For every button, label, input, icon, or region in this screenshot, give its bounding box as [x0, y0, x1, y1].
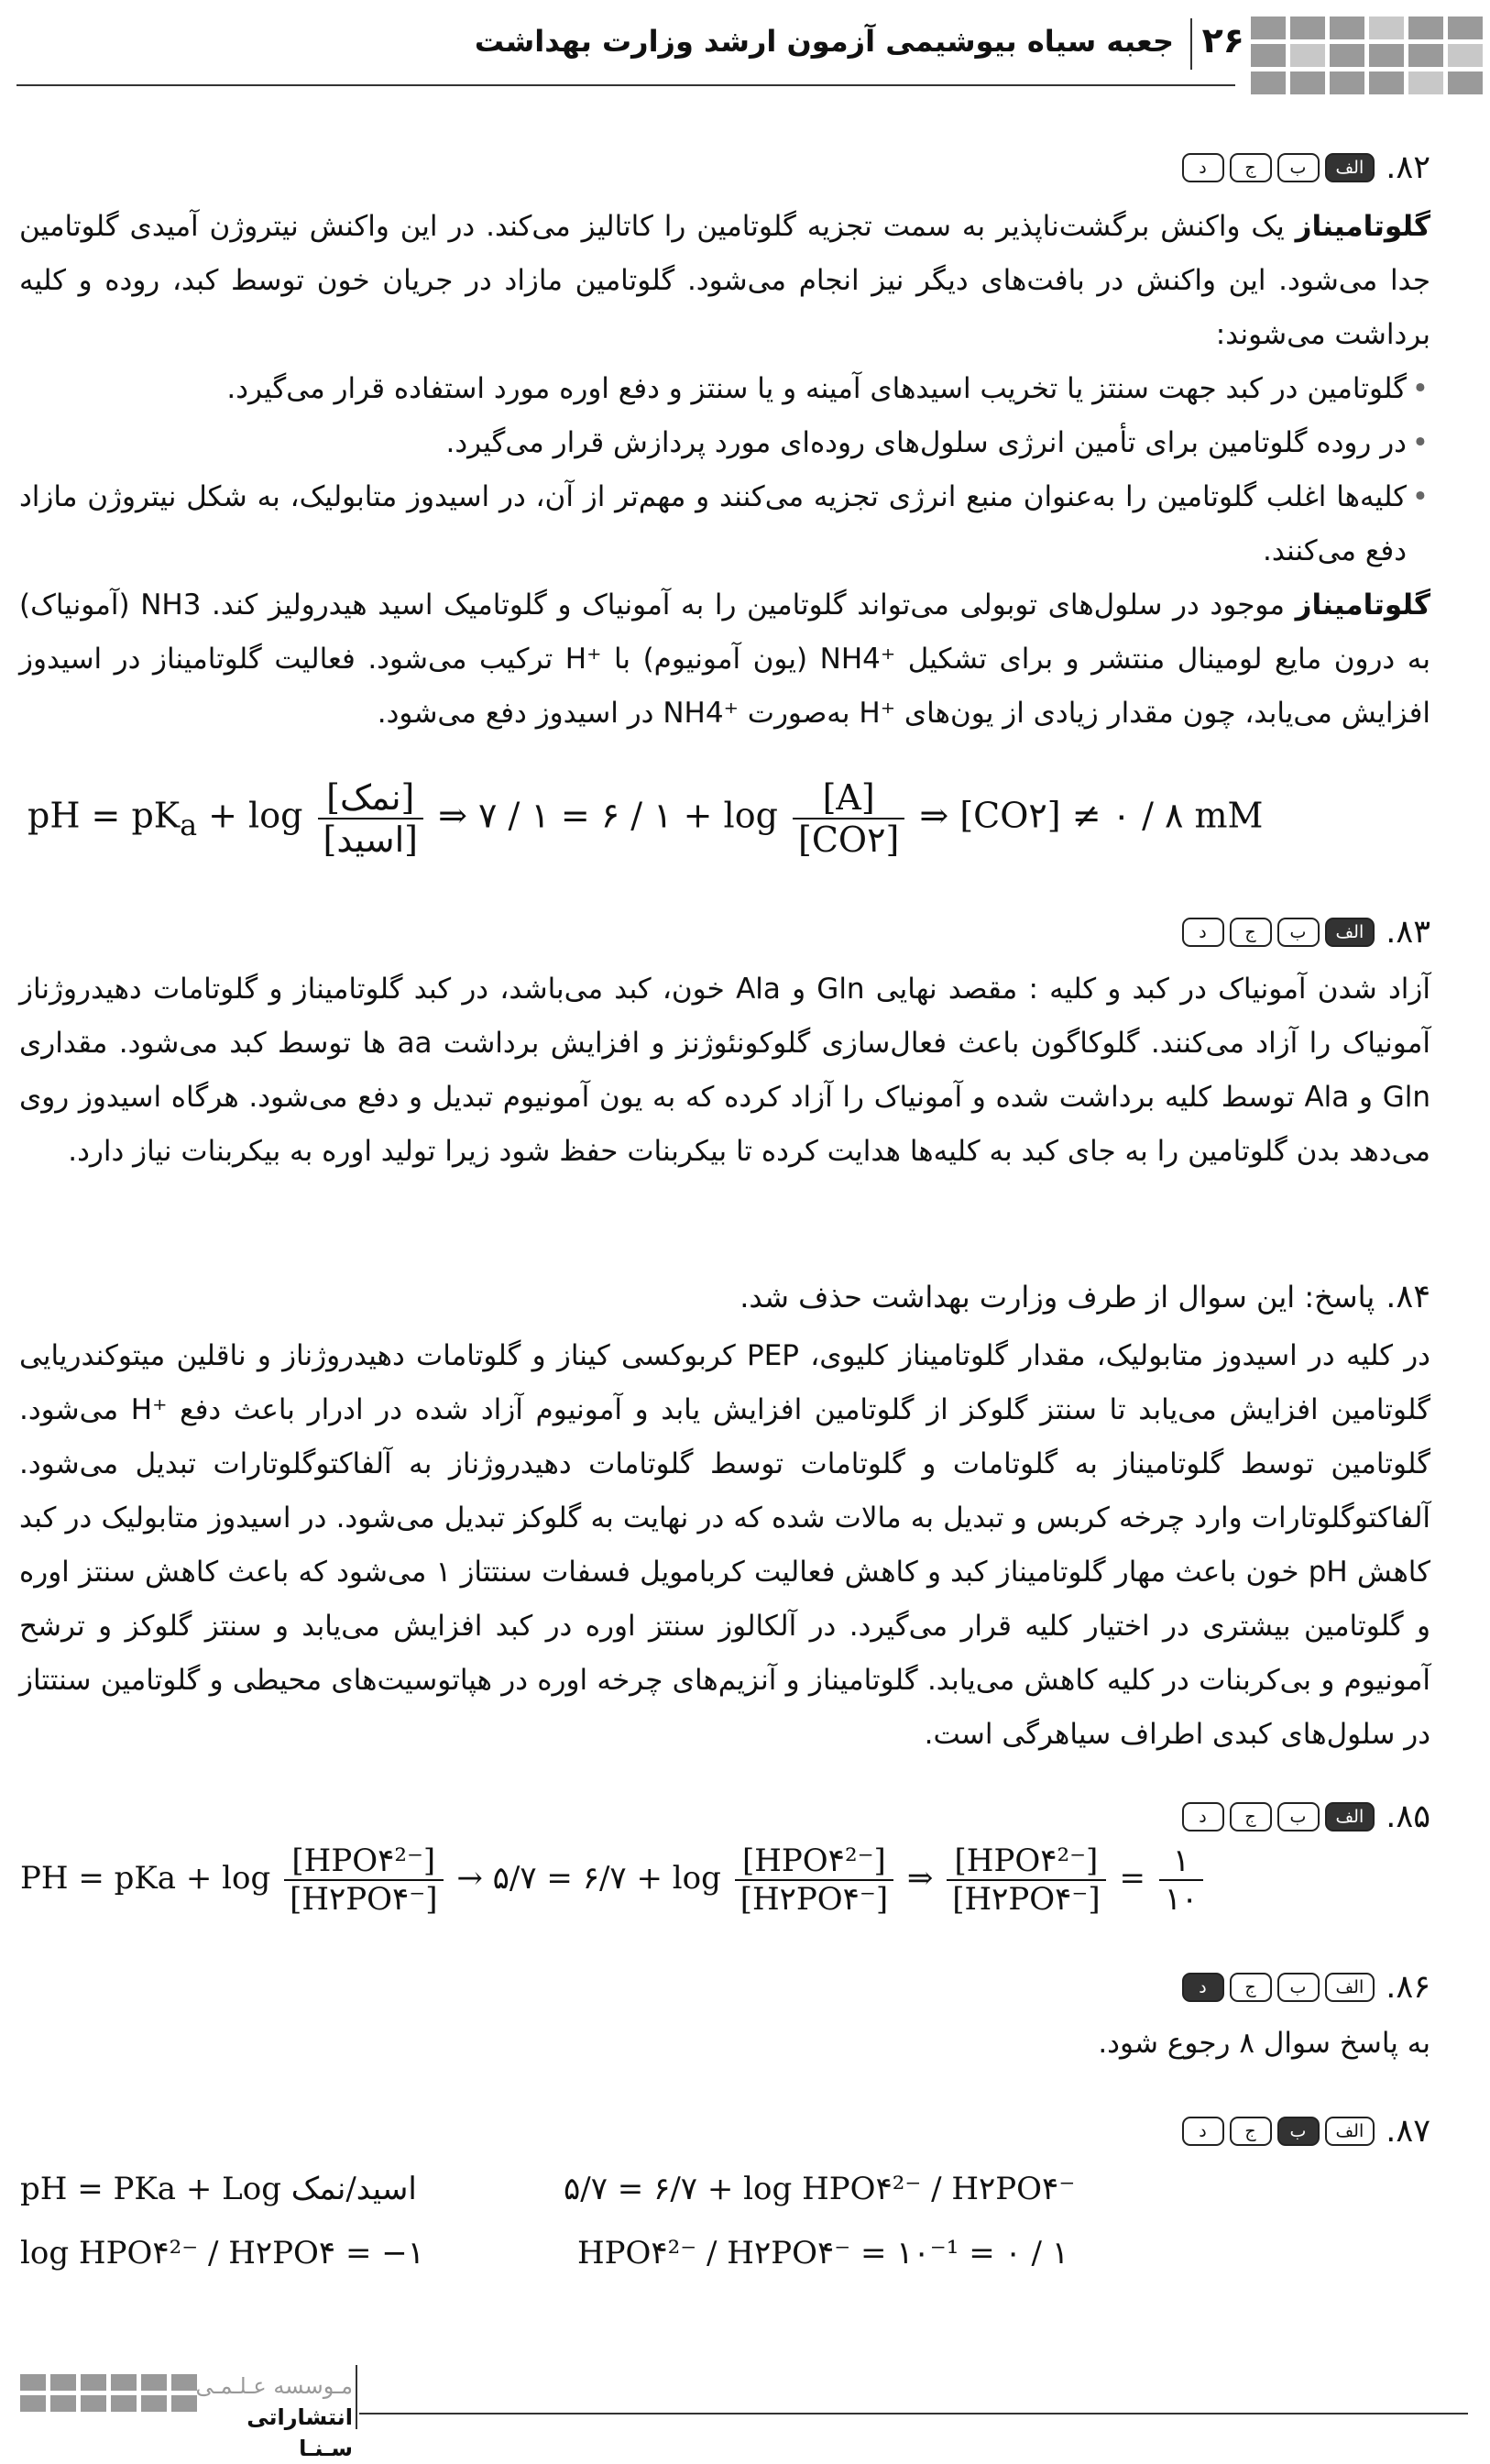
option-be: ب [1277, 153, 1320, 182]
option-jim: ج [1230, 918, 1272, 947]
answer-options [1182, 153, 1375, 182]
option-alef: الف [1325, 918, 1375, 947]
question-83-header [1182, 914, 1431, 951]
question-86-header [1182, 1969, 1431, 2006]
answer-84-body: در کلیه در اسیدوز متابولیک، مقدار گلوتامیناز کلیوی، PEP کربوکسی کیناز و گلوتامات دهیدروژناز و ناقلین میتوکندریایی گلوتامین افزایش می‌یابد تا سنتز گلوکز از گلوتامین افزایش یابد و آمونیوم آزاد شده در ادرار باعث دفع ⁺H می‌شود. گلوتامین توسط گلوتامیناز به گلوتامات و گلوتامات توسط گلوتامات دهیدروژناز به آلفاکتوگلوتارات تبدیل می‌شود. آلفاکتوگلوتارات وارد چرخه کربس و تبدیل به مالات شده که در نهایت به گلوکز تبدیل می‌شود. در اسیدوز متابولیک در کبد کاهش pH خون باعث مهار گلوتامیناز کبد و کاهش فعالیت کربامویل فسفات سنتتاز ۱ می‌شود که باعث کاهش سنتز اوره و گلوتامین بیشتری در اختیار کلیه قرار می‌گیرد. در آلکالوز سنتز اوره در کبد افزایش می‌یابد و سنتز گلوکز و ترشح آمونیوم و بی‌کربنات در کلیه کاهش می‌یابد. گلوتامیناز و آنزیم‌های چرخه اوره در هپاتوسیت‌های محیطی و گلوتامین سنتتاز در سلول‌های کبدی اطراف سیاهرگی است. [19, 1339, 1430, 1751]
option-jim: ج [1230, 2117, 1272, 2146]
list-item: • گلوتامین در کبد جهت سنتز یا تخریب اسیدهای آمینه و یا سنتز و دفع اوره مورد استفاده قرار می‌گیرد. [19, 362, 1430, 416]
option-be: ب [1277, 1973, 1320, 2002]
question-87-header [1182, 2113, 1431, 2150]
answer-options [1182, 1802, 1375, 1832]
paragraph: گلوتامیناز موجود در سلول‌های توبولی می‌تواند گلوتامین را به آمونیاک و گلوتامیک اسید هیدرولیز کند. NH3 (آمونیاک) به درون مایع لومینال منتشر و برای تشکیل ⁺NH4 (یون آمونیوم) با ⁺H ترکیب می‌شود. فعالیت گلوتامیناز در اسیدوز افزایش می‌یابد، چون مقدار زیادی از یون‌های ⁺H به‌صورت ⁺NH4 در اسیدوز دفع می‌شود. [19, 588, 1431, 730]
question-84-header [740, 1279, 1430, 1315]
question-number: ۸۴. [1386, 1279, 1430, 1315]
footer-divider [356, 2365, 357, 2429]
question-85-header [1182, 1798, 1431, 1835]
question-number: ۸۶. [1386, 1969, 1430, 2006]
option-be: ب [1277, 2117, 1320, 2146]
option-jim: ج [1230, 1802, 1272, 1832]
question-number: ۸۳. [1386, 914, 1430, 951]
option-dal: د [1182, 918, 1224, 947]
option-jim: ج [1230, 1973, 1272, 2002]
option-dal: د [1182, 2117, 1224, 2146]
page-number: ۲۶ [1201, 20, 1244, 60]
header-rule [16, 84, 1235, 86]
equation-87-left-1: pH = PKa + Log اسید/نمک [20, 2171, 417, 2207]
question-number: ۸۵. [1386, 1798, 1430, 1835]
answer-options [1182, 2117, 1375, 2146]
option-alef: الف [1325, 153, 1375, 182]
answer-82-body [19, 200, 1430, 741]
option-dal: د [1182, 1973, 1224, 2002]
footer-rule [359, 2413, 1468, 2414]
list-item: • کلیه‌ها اغلب گلوتامین را به‌عنوان منبع انرژی تجزیه می‌کنند و مهم‌تر از آن، در اسیدوز متابولیک، به شکل نیتروژن مازاد دفع می‌کنند. [19, 470, 1430, 578]
bullet-list [19, 362, 1430, 578]
paragraph: گلوتامیناز یک واکنش برگشت‌ناپذیر به سمت تجزیه گلوتامین را کاتالیز می‌کند. در این واکنش نیتروژن آمیدی گلوتامین جدا می‌شود. این واکنش در بافت‌های دیگر نیز انجام می‌شود. گلوتامین مازاد در جریان خون توسط کبد، روده و کلیه برداشت می‌شوند: [19, 210, 1430, 351]
equation-87-left-2: log HPO۴²⁻ / H۲PO۴ = −۱ [20, 2235, 425, 2272]
equation-87-right-1: ۵/۷ = ۶/۷ + log HPO۴²⁻ / H۲PO۴⁻ [564, 2171, 1076, 2207]
option-dal: د [1182, 1802, 1224, 1832]
option-be: ب [1277, 918, 1320, 947]
question-84-note: پاسخ: این سوال از طرف وزارت بهداشت حذف شد. [740, 1280, 1375, 1314]
option-be: ب [1277, 1802, 1320, 1832]
footer-logo-grid [20, 2374, 197, 2412]
option-alef: الف [1325, 1802, 1375, 1832]
answer-83-body: آزاد شدن آمونیاک در کبد و کلیه : مقصد نهایی Gln و Ala خون، کبد می‌باشد، در کبد گلوتامیناز و گلوتامات دهیدروژناز آمونیاک را آزاد می‌کنند. گلوکاگون باعث فعال‌سازی گلوکونئوژنز و افزایش برداشت aa ها توسط کبد می‌شود. مقداری Gln و Ala توسط کلیه برداشت شده و آمونیاک را آزاد کرده که به یون آمونیوم تبدیل و دفع می‌شود. هرگاه اسیدوز روی می‌دهد بدن گلوتامین را به جای کبد به کلیه‌ها هدایت کرده تا بیکربنات حفظ شود زیرا تولید اوره به بیکربنات نیاز دارد. [19, 973, 1430, 1168]
question-number: ۸۷. [1386, 2113, 1430, 2150]
answer-options [1182, 1973, 1375, 2002]
option-dal: د [1182, 153, 1224, 182]
answer-options [1182, 918, 1375, 947]
list-item: • در روده گلوتامین برای تأمین انرژی سلول‌های روده‌ای مورد پردازش قرار می‌گیرد. [19, 416, 1430, 470]
option-alef: الف [1325, 1973, 1375, 2002]
option-jim: ج [1230, 153, 1272, 182]
publisher-name: مـوسسه عـلـمـی انتشاراتی سـنـا [195, 2373, 353, 2461]
equation-87-right-2: HPO۴²⁻ / H۲PO۴⁻ = ۱۰⁻¹ = ۰ / ۱ [577, 2235, 1069, 2272]
question-number: ۸۲. [1386, 149, 1430, 186]
equation-85: PH = pKa + log $\frac{\text{[HPO۴²⁻]}}{[H۲PO۴^-]}$ → ۵/۷ = ۶/۷ + log $\frac{\text{[HPO۴²⁻]}}{[H۲PO۴^-]}$ ⇒ $\frac{\text{[HPO۴²⁻]}}{[H۲PO۴^-]}$ = $\frac{۱}{۱۰}$ [20, 1842, 1207, 1918]
option-alef: الف [1325, 2117, 1375, 2146]
header-logo-grid [1251, 16, 1483, 94]
header-divider [1190, 18, 1192, 70]
answer-86-body: به پاسخ سوال ۸ رجوع شود. [1098, 2027, 1430, 2060]
equation-82: pH = $pK_a + \log$ $\frac{\text{[نمک]}}{\text{[اسید]}}$ ⇒ ۷ / ۱ = ۶ / ۱ + log $\frac{[A]}{[CO۲]}$ ⇒ [CO۲] ≠ ۰ / ۸ mM [27, 777, 1264, 860]
question-82-header [1182, 149, 1431, 186]
header-title: جعبه سیاه بیوشیمی آزمون ارشد وزارت بهداشت [474, 24, 1174, 59]
